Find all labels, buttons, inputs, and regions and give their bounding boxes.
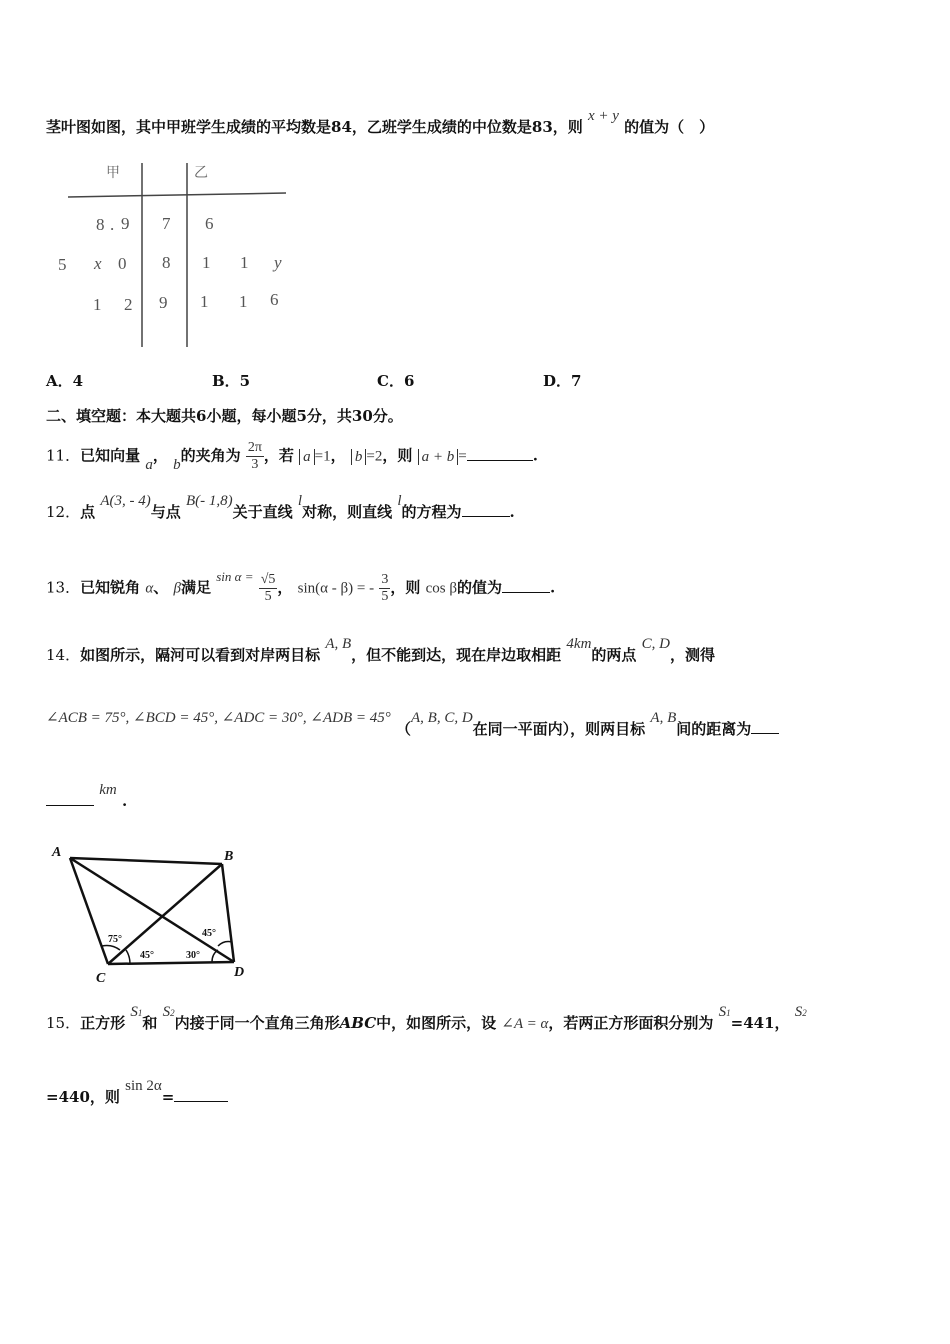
leaf: 9 — [121, 214, 130, 233]
option-d[interactable]: D．7 — [543, 372, 582, 390]
q10-expr: x + y — [588, 108, 619, 124]
q15-line2: =440，则 sin 2α= — [46, 1086, 228, 1107]
leaf: 1 — [239, 292, 248, 311]
leaf: 5 — [58, 255, 67, 274]
label-B: B — [224, 849, 234, 864]
leaf: 8 — [96, 215, 105, 234]
q12: 12．点 A(3, - 4)与点 B(- 1,8)关于直线 l对称，则直线 l的方程为 . — [46, 493, 515, 521]
frac-3-5: $\frac{3}{5}$ — [381, 572, 389, 604]
leaf: 0 — [118, 254, 127, 273]
angle-30: 30° — [186, 950, 200, 961]
q14-line3: km . — [46, 792, 127, 811]
river-figure — [46, 838, 266, 988]
q14-line1: 14．如图所示，隔河可以看到对岸两目标 A, B，但不能到达，现在岸边取相距 4km的两点 C, D，测得 — [46, 636, 716, 664]
label-C: C — [96, 971, 106, 986]
answer-blank[interactable] — [467, 448, 533, 461]
answer-blank[interactable] — [751, 721, 779, 734]
leaf: 6 — [270, 290, 279, 309]
option-a[interactable]: A．4 — [46, 372, 84, 390]
stem: 7 — [162, 214, 171, 233]
q13: 13．已知锐角 α、 β满足 sin α = $\frac{√5}{5}$ ， sin(α - β) = - $\frac{3}{5}$ ，则 cos β的值为 . — [46, 568, 556, 604]
angle-45-c: 45° — [140, 950, 154, 961]
answer-blank-cont[interactable] — [46, 793, 94, 806]
leaf: x — [94, 254, 102, 273]
option-b[interactable]: B．5 — [212, 372, 251, 390]
stem: 8 — [162, 253, 171, 272]
q11: 11．已知向量 a， b的夹角为 $\frac{2\pi}{3}$ ，若 a =1， b =2，则 a + b = . — [46, 440, 538, 473]
answer-blank[interactable] — [174, 1089, 228, 1102]
label-D: D — [234, 965, 245, 980]
header-right: 乙 — [194, 166, 208, 181]
leaf: 1 — [202, 253, 211, 272]
q14-line2: ∠ACB = 75°, ∠BCD = 45°, ∠ADC = 30°, ∠ADB = 45° （A, B, C, D在同一平面内），则两目标 A, B间的距离为 — [46, 718, 779, 739]
frac-2pi-3: $\frac{2\pi}{3}$ — [247, 440, 262, 472]
svg-text:.: . — [110, 215, 115, 234]
angle-45-d: 45° — [202, 928, 216, 939]
leaf: 1 — [200, 292, 209, 311]
header-left: 甲 — [106, 166, 120, 181]
section-2-header: 二、填空题：本大题共6小题，每小题5分，共30分。 — [46, 407, 403, 425]
option-c[interactable]: C．6 — [377, 372, 415, 390]
label-A: A — [52, 845, 62, 860]
angle-75: 75° — [108, 934, 122, 945]
leaf: 1 — [240, 253, 249, 272]
answer-blank[interactable] — [502, 580, 550, 593]
q15-line1: 15．正方形 S1和 S2内接于同一个直角三角形ABC中，如图所示，设 ∠A = α，若两正方形面积分别为 S1=441， S2 — [46, 1004, 807, 1032]
leaf: 1 — [93, 295, 102, 314]
q10-stem: 茎叶图如图，其中甲班学生成绩的平均数是84，乙班学生成绩的中位数是83，则 x + y 的值为（ ） — [46, 108, 715, 136]
stem: 9 — [159, 293, 168, 312]
leaf: 6 — [205, 214, 214, 233]
leaf: y — [274, 253, 282, 272]
frac-sqrt5-5: $\frac{√5}{5}$ — [260, 572, 276, 604]
answer-blank[interactable] — [462, 504, 510, 517]
leaf: 2 — [124, 295, 133, 314]
stem-leaf-plot — [50, 155, 300, 355]
